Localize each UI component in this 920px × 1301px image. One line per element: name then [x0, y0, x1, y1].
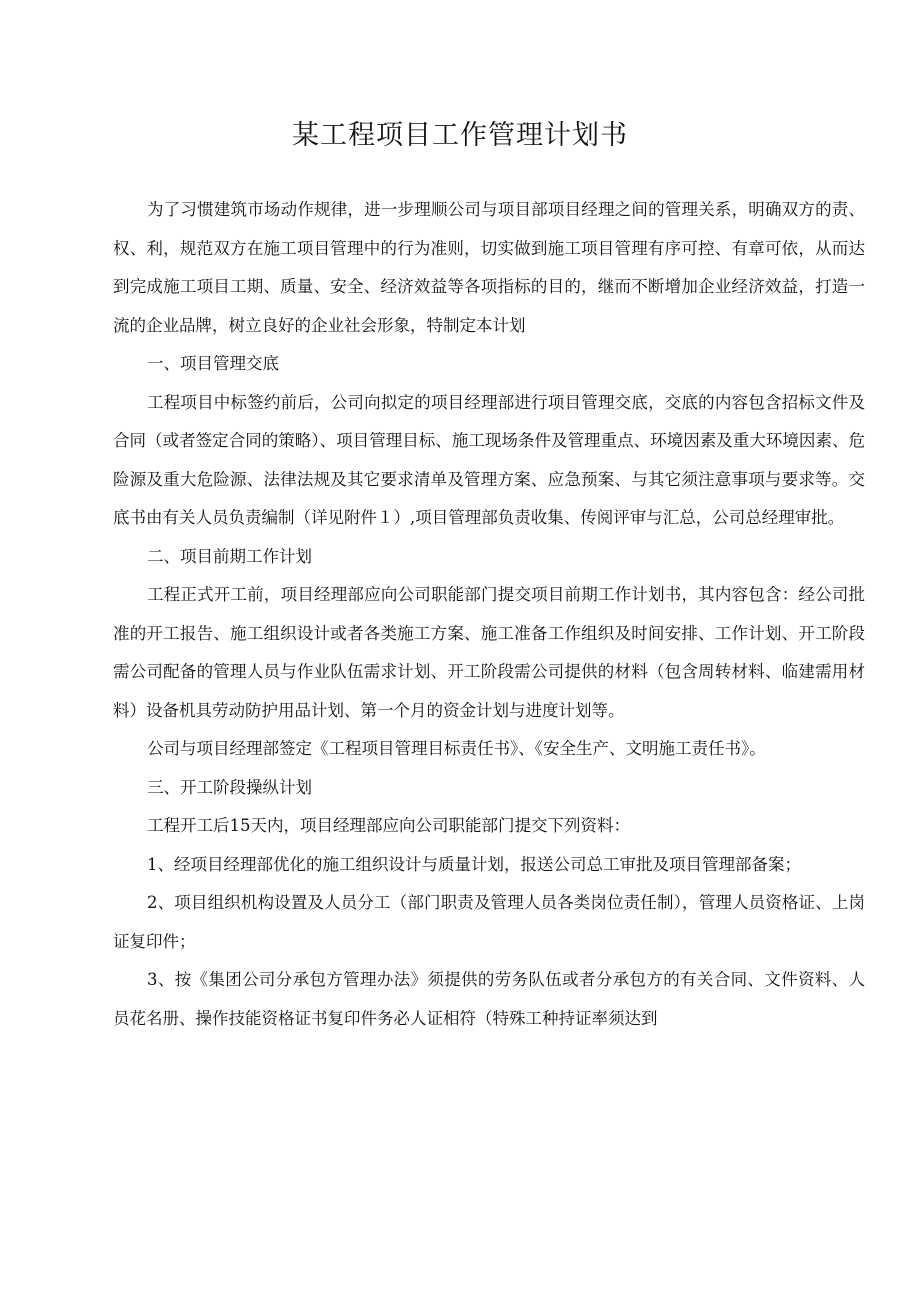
document-body: [113, 191, 865, 1038]
section-3-item-1: 1、经项目经理部优化的施工组织设计与质量计划，报送公司总工审批及项目管理部备案；: [147, 854, 801, 874]
section-3-item-2: 2、项目组织机构设置及人员分工（部门职责及管理人员各类岗位责任制），管理人员资格证、上岗证复印件；: [113, 893, 865, 951]
section-3-intro: 工程开工后15天内，项目经理部应向公司职能部门提交下列资料：: [147, 816, 630, 835]
section-heading-1: 一、项目管理交底: [147, 354, 279, 373]
document-title: 某工程项目工作管理计划书: [292, 120, 628, 151]
section-heading-3: 三、开工阶段操纵计划: [147, 777, 312, 797]
section-3-item-3: 3、按《集团公司分承包方管理办法》须提供的劳务队伍或者分承包方的有关合同、文件资料、人员花名册、操作技能资格证书复印件务必人证相符（特殊工种持证率须达到: [113, 970, 865, 1028]
section-heading-2: 二、项目前期工作计划: [147, 546, 312, 566]
section-2-paragraph-2: 公司与项目经理部签定《工程项目管理目标责任书》、《安全生产、文明施工责任书》。: [147, 739, 766, 758]
section-2-paragraph-1: 工程正式开工前，项目经理部应向公司职能部门提交项目前期工作计划书，其内容包含：经公司批准的开工报告、施工组织设计或者各类施工方案、施工准备工作组织及时间安排、工作计划、开工阶段需公司配备的管理人员与作业队伍需求计划、开工阶段需公司提供的材料（包含周转材料、临建需用材料）设备机具劳动防护用品计划、第一个月的资金计划与进度计划等。: [113, 585, 865, 720]
intro-paragraph: 为了习惯建筑市场动作规律，进一步理顺公司与项目部项目经理之间的管理关系，明确双方的责、权、利，规范双方在施工项目管理中的行为准则，切实做到施工项目管理有序可控、有章可依，从而达到完成施工项目工期、质量、安全、经济效益等各项指标的目的，继而不断增加企业经济效益，打造一流的企业品牌，树立良好的企业社会形象，特制定本计划: [113, 200, 865, 335]
section-1-paragraph: 工程项目中标签约前后，公司向拟定的项目经理部进行项目管理交底，交底的内容包含招标文件及合同（或者签定合同的策略）、项目管理目标、施工现场条件及管理重点、环境因素及重大环境因素、危险源及重大危险源、法律法规及其它要求清单及管理方案、应急预案、与其它须注意事项与要求等。交底书由有关人员负责编制（详见附件１）,项目管理部负责收集、传阅评审与汇总，公司总经理审批。: [113, 392, 865, 527]
